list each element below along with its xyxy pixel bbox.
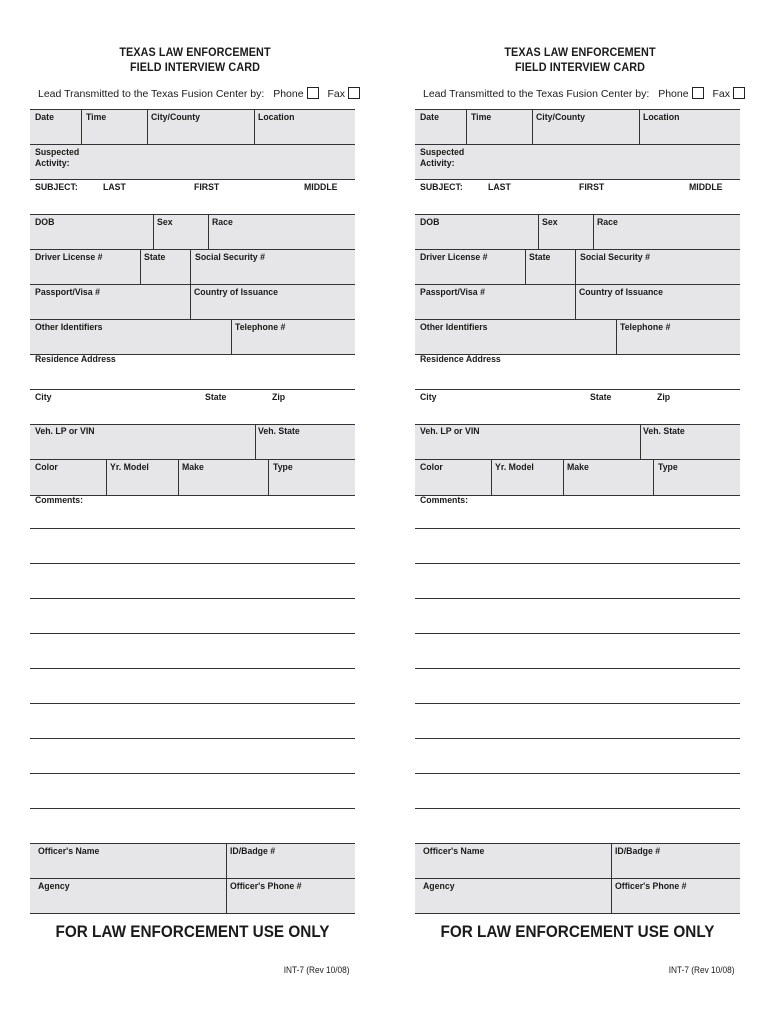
yr-model-label: Yr. Model xyxy=(495,462,534,473)
address-state-label: State xyxy=(590,392,612,403)
time-label: Time xyxy=(86,112,107,123)
veh-lp-label: Veh. LP or VIN xyxy=(420,426,480,437)
subject-name-row[interactable] xyxy=(415,179,740,215)
dob-label: DOB xyxy=(35,217,55,228)
fax-checkbox[interactable] xyxy=(733,87,745,99)
comment-line[interactable] xyxy=(415,633,740,634)
veh-state-label: Veh. State xyxy=(258,426,300,437)
date-time-row[interactable] xyxy=(30,109,355,145)
dob-label: DOB xyxy=(420,217,440,228)
suspected-activity-label: Suspected Activity: xyxy=(420,147,465,169)
phone-label: Phone xyxy=(273,88,304,100)
comment-line[interactable] xyxy=(415,773,740,774)
officer-phone-label: Officer's Phone # xyxy=(615,881,687,892)
comment-line[interactable] xyxy=(30,633,355,634)
officer-phone-label: Officer's Phone # xyxy=(230,881,302,892)
law-enforcement-only-footer: FOR LAW ENFORCEMENT USE ONLY xyxy=(440,922,715,941)
subject-label: SUBJECT: xyxy=(420,182,463,193)
sex-label: Sex xyxy=(157,217,173,228)
card-title-line1: TEXAS LAW ENFORCEMENT xyxy=(504,45,656,59)
ssn-label: Social Security # xyxy=(580,252,650,263)
type-label: Type xyxy=(273,462,293,473)
telephone-label: Telephone # xyxy=(620,322,671,333)
dob-row[interactable] xyxy=(415,214,740,250)
middle-name-label: MIDDLE xyxy=(689,182,723,193)
date-label: Date xyxy=(35,112,54,123)
other-identifiers-label: Other Identifiers xyxy=(420,322,488,333)
country-label: Country of Issuance xyxy=(194,287,279,298)
yr-model-label: Yr. Model xyxy=(110,462,149,473)
agency-label: Agency xyxy=(423,881,455,892)
comments-label: Comments: xyxy=(420,495,469,506)
comments-label: Comments: xyxy=(35,495,84,506)
license-row[interactable] xyxy=(415,249,740,285)
comment-line[interactable] xyxy=(30,668,355,669)
vehicle-row[interactable] xyxy=(415,424,740,460)
officer-row[interactable] xyxy=(30,843,355,879)
passport-row[interactable] xyxy=(415,284,740,320)
comment-line[interactable] xyxy=(30,738,355,739)
comment-line[interactable] xyxy=(415,808,740,809)
veh-state-label: Veh. State xyxy=(643,426,685,437)
zip-label: Zip xyxy=(657,392,671,403)
phone-checkbox[interactable] xyxy=(692,87,704,99)
agency-label: Agency xyxy=(38,881,70,892)
field-interview-card-left xyxy=(30,0,360,1024)
comment-line[interactable] xyxy=(415,668,740,669)
subject-label: SUBJECT: xyxy=(35,182,78,193)
veh-lp-label: Veh. LP or VIN xyxy=(35,426,95,437)
card-title-line1: TEXAS LAW ENFORCEMENT xyxy=(119,45,271,59)
city-label: City xyxy=(35,392,52,403)
zip-label: Zip xyxy=(272,392,286,403)
city-label: City xyxy=(420,392,437,403)
agency-row[interactable] xyxy=(415,878,740,914)
city-county-label: City/County xyxy=(536,112,586,123)
passport-label: Passport/Visa # xyxy=(35,287,100,298)
vehicle-row[interactable] xyxy=(30,424,355,460)
lead-transmitted-line xyxy=(30,87,360,100)
middle-name-label: MIDDLE xyxy=(304,182,338,193)
comment-line[interactable] xyxy=(30,563,355,564)
form-revision: INT-7 (Rev 10/08) xyxy=(284,965,350,975)
suspected-activity-row[interactable] xyxy=(30,144,355,180)
passport-row[interactable] xyxy=(30,284,355,320)
country-label: Country of Issuance xyxy=(579,287,664,298)
comment-line[interactable] xyxy=(415,703,740,704)
comment-line[interactable] xyxy=(30,773,355,774)
comment-line[interactable] xyxy=(30,703,355,704)
phone-checkbox[interactable] xyxy=(307,87,319,99)
city-state-zip-row[interactable] xyxy=(30,389,355,425)
passport-label: Passport/Visa # xyxy=(420,287,485,298)
address-state-label: State xyxy=(205,392,227,403)
time-label: Time xyxy=(471,112,492,123)
color-label: Color xyxy=(35,462,58,473)
residence-row[interactable] xyxy=(415,354,740,390)
comment-line[interactable] xyxy=(30,598,355,599)
comment-line[interactable] xyxy=(415,563,740,564)
color-label: Color xyxy=(420,462,443,473)
badge-label: ID/Badge # xyxy=(615,846,661,857)
residence-address-label: Residence Address xyxy=(420,354,501,365)
city-county-label: City/County xyxy=(151,112,201,123)
residence-address-label: Residence Address xyxy=(35,354,116,365)
license-state-label: State xyxy=(529,252,551,263)
officer-name-label: Officer's Name xyxy=(38,846,100,857)
lead-transmitted-label: Lead Transmitted to the Texas Fusion Center by: xyxy=(38,88,265,100)
suspected-activity-label: Suspected Activity: xyxy=(35,147,80,169)
ssn-label: Social Security # xyxy=(195,252,265,263)
last-name-label: LAST xyxy=(103,182,126,193)
first-name-label: FIRST xyxy=(579,182,605,193)
lead-transmitted-label: Lead Transmitted to the Texas Fusion Center by: xyxy=(423,88,650,100)
license-state-label: State xyxy=(144,252,166,263)
vehicle-details-row[interactable] xyxy=(415,459,740,496)
make-label: Make xyxy=(567,462,589,473)
card-title-line2: FIELD INTERVIEW CARD xyxy=(514,60,645,74)
dob-row[interactable] xyxy=(30,214,355,250)
law-enforcement-only-footer: FOR LAW ENFORCEMENT USE ONLY xyxy=(55,922,330,941)
race-label: Race xyxy=(597,217,618,228)
agency-row[interactable] xyxy=(30,878,355,914)
date-time-row[interactable] xyxy=(415,109,740,145)
race-label: Race xyxy=(212,217,233,228)
type-label: Type xyxy=(658,462,678,473)
fax-label: Fax xyxy=(712,88,730,100)
other-identifiers-label: Other Identifiers xyxy=(35,322,103,333)
date-label: Date xyxy=(420,112,439,123)
comment-line[interactable] xyxy=(415,528,740,529)
identifiers-row[interactable] xyxy=(30,319,355,355)
lead-transmitted-line xyxy=(415,87,745,100)
officer-name-label: Officer's Name xyxy=(423,846,485,857)
comment-line[interactable] xyxy=(30,808,355,809)
card-title-line2: FIELD INTERVIEW CARD xyxy=(129,60,260,74)
sex-label: Sex xyxy=(542,217,558,228)
location-label: Location xyxy=(643,112,680,123)
form-revision: INT-7 (Rev 10/08) xyxy=(669,965,735,975)
residence-row[interactable] xyxy=(30,354,355,390)
subject-name-row[interactable] xyxy=(30,179,355,215)
comment-line[interactable] xyxy=(30,528,355,529)
vehicle-details-row[interactable] xyxy=(30,459,355,496)
suspected-activity-row[interactable] xyxy=(415,144,740,180)
license-row[interactable] xyxy=(30,249,355,285)
identifiers-row[interactable] xyxy=(415,319,740,355)
driver-license-label: Driver License # xyxy=(35,252,103,263)
field-interview-card-right xyxy=(415,0,745,1024)
fax-label: Fax xyxy=(327,88,345,100)
telephone-label: Telephone # xyxy=(235,322,286,333)
officer-row[interactable] xyxy=(415,843,740,879)
make-label: Make xyxy=(182,462,204,473)
comment-line[interactable] xyxy=(415,598,740,599)
fax-checkbox[interactable] xyxy=(348,87,360,99)
phone-label: Phone xyxy=(658,88,689,100)
location-label: Location xyxy=(258,112,295,123)
city-state-zip-row[interactable] xyxy=(415,389,740,425)
driver-license-label: Driver License # xyxy=(420,252,488,263)
badge-label: ID/Badge # xyxy=(230,846,276,857)
comment-line[interactable] xyxy=(415,738,740,739)
first-name-label: FIRST xyxy=(194,182,220,193)
last-name-label: LAST xyxy=(488,182,511,193)
